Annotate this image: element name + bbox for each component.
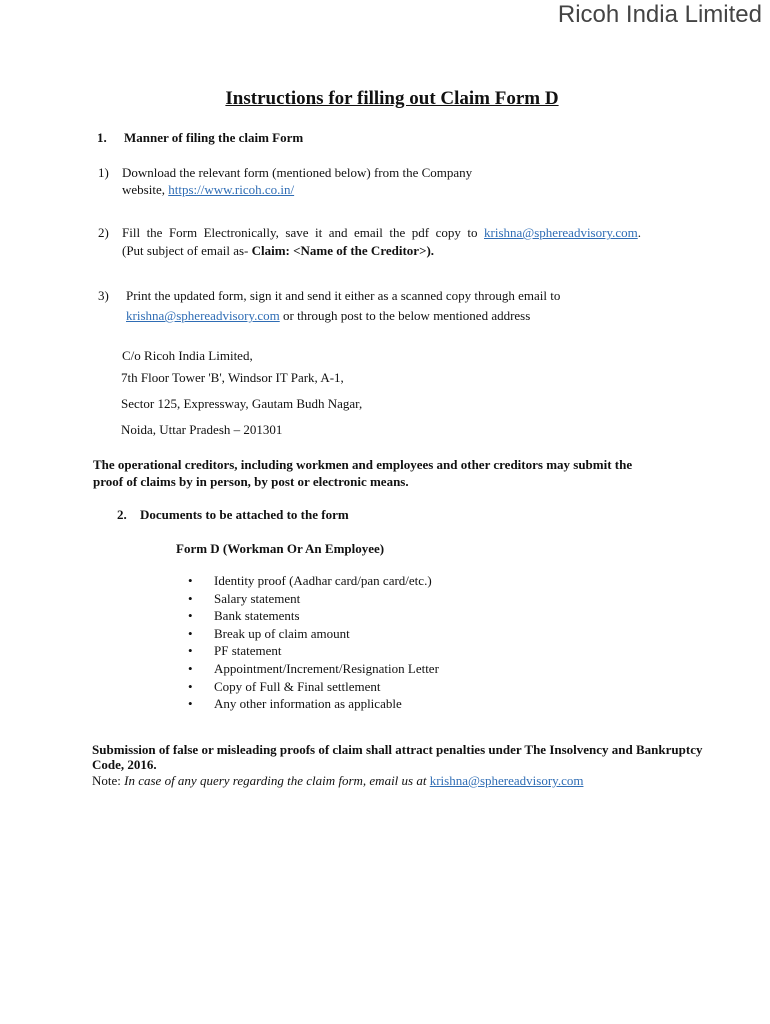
section2-heading: Documents to be attached to the form — [140, 507, 349, 522]
bullet-icon: • — [188, 608, 193, 624]
step1-line1: Download the relevant form (mentioned below) from the Company — [122, 165, 473, 180]
list-item: • Break up of claim amount — [188, 625, 350, 641]
step2-line2 — [122, 242, 434, 260]
step2-line1 — [122, 224, 641, 242]
step2-line1-prefix: Fill the Form Electronically, save it and email the pdf copy to — [122, 225, 484, 240]
step3-line1: Print the updated form, sign it and send it either as a scanned copy through email to — [126, 288, 561, 303]
email-link-step2[interactable]: krishna@sphereadvisory.com — [484, 225, 638, 240]
note-label: Note: — [92, 773, 125, 788]
penalty-warning-line2: Code, 2016. — [92, 757, 157, 772]
note-text: In case of any query regarding the claim form, email us at — [124, 773, 430, 788]
email-subject-format: Claim: <Name of the Creditor>). — [251, 243, 435, 258]
list-item: • Identity proof (Aadhar card/pan card/etc.) — [188, 573, 432, 588]
bullet-icon: • — [188, 625, 193, 641]
step3-line2 — [126, 307, 530, 325]
address-line-1: C/o Ricoh India Limited, — [122, 348, 253, 363]
list-item: • Copy of Full & Final settlement — [188, 678, 381, 694]
bullet-icon: • — [188, 678, 193, 694]
address-line-3: Sector 125, Expressway, Gautam Budh Nagar, — [121, 396, 363, 411]
documents-list — [188, 572, 439, 713]
bullet-icon: • — [188, 643, 193, 659]
list-item: • PF statement — [188, 643, 282, 659]
list-item: • Appointment/Increment/Resignation Letter — [188, 660, 439, 676]
bullet-icon: • — [188, 590, 193, 606]
bullet-icon: • — [188, 696, 193, 712]
step2-number: 2) — [98, 225, 109, 240]
company-website-link[interactable]: https://www.ricoh.co.in/ — [168, 182, 295, 197]
query-note — [92, 772, 583, 790]
query-email-link[interactable]: krishna@sphereadvisory.com — [429, 773, 584, 788]
page-title: Instructions for filling out Claim Form D — [225, 88, 559, 109]
company-brand: Ricoh India Limited — [557, 1, 762, 28]
address-line-2: 7th Floor Tower 'B', Windsor IT Park, A-1, — [121, 370, 344, 385]
step2-line2-prefix: (Put subject of email as- — [122, 243, 252, 258]
email-link-step3[interactable]: krishna@sphereadvisory.com — [126, 308, 280, 323]
step2-line1-suffix: . — [637, 225, 641, 240]
list-item: • Salary statement — [188, 590, 301, 606]
creditors-note-line2: proof of claims by in person, by post or electronic means. — [93, 474, 409, 489]
section1-number: 1. — [97, 130, 107, 145]
list-item: • Bank statements — [188, 608, 300, 624]
creditors-note-line1: The operational creditors, including workmen and employees and other creditors may submit the — [93, 457, 633, 472]
section1-heading: Manner of filing the claim Form — [124, 130, 304, 145]
penalty-warning-line1: Submission of false or misleading proofs of claim shall attract penalties under The Insolvency and Bankruptcy — [92, 742, 703, 757]
step3-line2-suffix: or through post to the below mentioned address — [279, 308, 531, 323]
form-d-subheading: Form D (Workman Or An Employee) — [176, 541, 385, 556]
bullet-icon: • — [188, 660, 193, 676]
step3-number: 3) — [98, 288, 109, 303]
address-line-4: Noida, Uttar Pradesh – 201301 — [121, 422, 283, 437]
list-item: • Any other information as applicable — [188, 696, 402, 712]
section2-number: 2. — [117, 507, 127, 522]
step1-number: 1) — [98, 165, 109, 180]
step1-line2 — [122, 181, 294, 199]
step1-line2-prefix: website, — [122, 182, 169, 197]
bullet-icon: • — [188, 573, 193, 588]
